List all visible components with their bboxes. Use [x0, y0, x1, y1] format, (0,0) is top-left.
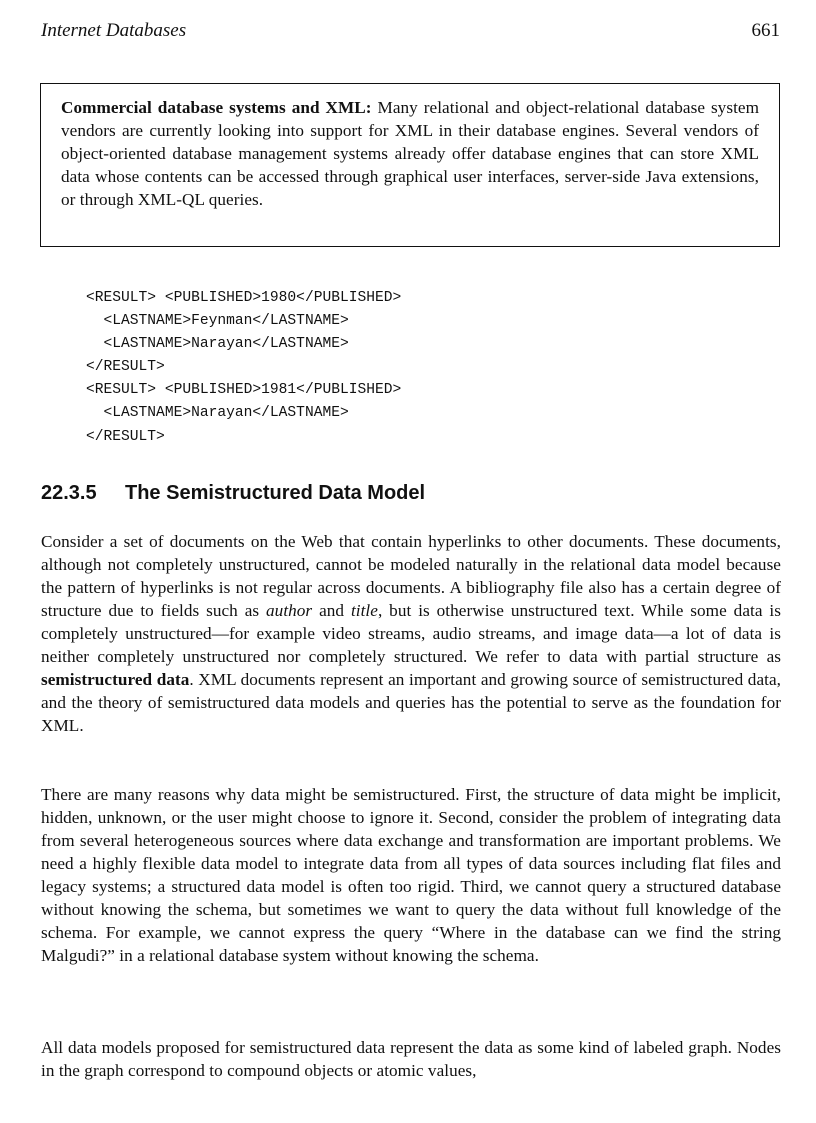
- paragraph-text: . XML documents represent an important and growing source of semistructured data, and the theory of semistructured data models and queries has the potential to serve as the foundation for XML.: [41, 669, 781, 735]
- code-line: </RESULT>: [86, 359, 165, 376]
- paragraph-text: and: [312, 600, 351, 620]
- xml-query-result-code: [86, 287, 401, 449]
- emphasis-author: author: [266, 600, 313, 620]
- paragraph-text: , but is otherwise unstructured text. While some data is completely unstructured—for example video streams, audio streams, and image data—a lot of data is neither completely unstructured nor completely structured. We refer to data with partial structure as: [41, 600, 781, 666]
- emphasis-title: title: [350, 600, 378, 620]
- paragraph-reasons: There are many reasons why data might be semistructured. First, the structure of data might be implicit, hidden, unknown, or the user might choose to ignore it. Second, consider the problem of integrating data from several heterogeneous sources where data exchange and transformation are important problems. We need a highly flexible data model to integrate data from all types of data sources including flat files and legacy systems; a structured data model is often too rigid. Third, we cannot query a structured database without knowing the schema, but sometimes we want to query the data without full knowledge of the schema. For example, we cannot express the query “Where in the database can we find the string Malgudi?” in a relational database system without knowing the schema.: [41, 785, 781, 965]
- running-header-title: Internet Databases: [41, 20, 187, 41]
- page-number: 661: [751, 20, 780, 41]
- term-semistructured-data: semistructured data: [41, 669, 190, 689]
- paragraph-semistructured-intro: [41, 531, 781, 738]
- box-lead: Commercial database systems and XML:: [61, 98, 372, 117]
- box-body: Many relational and object-relational database system vendors are currently looking into support for XML in their database engines. Several vendors of object-oriented database management systems already offer database engines that can store XML data whose contents can be accessed through graphical user interfaces, server-side Java extensions, or through XML-QL queries.: [61, 98, 759, 209]
- code-line: <LASTNAME>Narayan</LASTNAME>: [86, 405, 349, 422]
- code-line: <RESULT> <PUBLISHED>1981</PUBLISHED>: [86, 382, 402, 399]
- code-line: <LASTNAME>Narayan</LASTNAME>: [86, 336, 349, 353]
- section-title: The Semistructured Data Model: [125, 482, 426, 504]
- code-line: </RESULT>: [86, 428, 165, 445]
- paragraph-text: Consider a set of documents on the Web that contain hyperlinks to other documents. These documents, although not completely unstructured, cannot be modeled naturally in the relational data model because the pattern of hyperlinks is not regular across documents. A bibliography file also has a certain degree of structure due to fields such as: [41, 532, 781, 620]
- section-number: 22.3.5: [41, 482, 97, 504]
- code-line: <RESULT> <PUBLISHED>1980</PUBLISHED>: [86, 290, 402, 306]
- sidebar-box-commercial-xml: [40, 83, 780, 247]
- code-line: <LASTNAME>Feynman</LASTNAME>: [86, 313, 349, 330]
- paragraph-data-models: All data models proposed for semistructured data represent the data as some kind of labeled graph. Nodes in the graph correspond to compound objects or atomic values,: [41, 1038, 781, 1080]
- box-text: [61, 96, 759, 211]
- section-heading: [41, 482, 425, 505]
